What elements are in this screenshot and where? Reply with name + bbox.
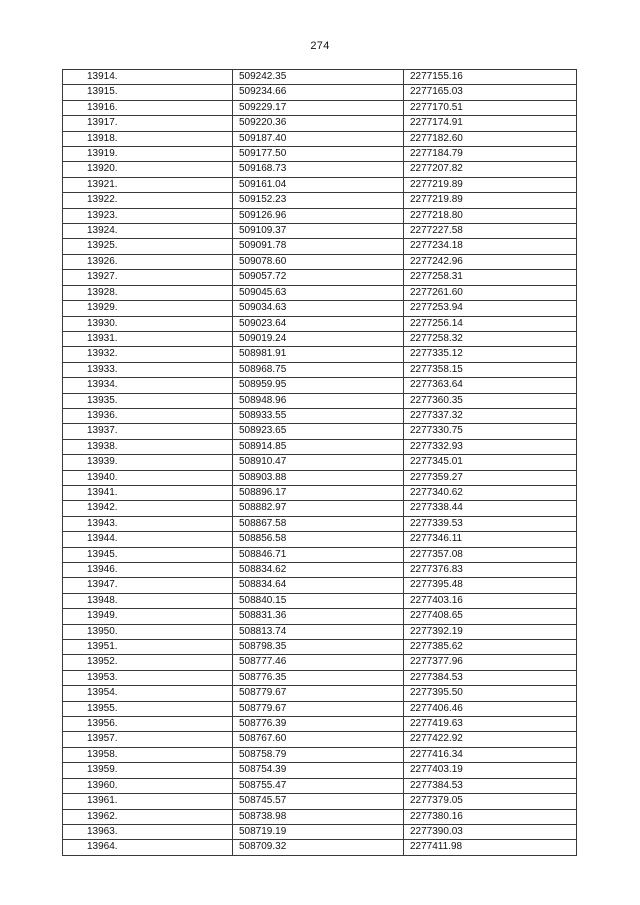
point-number-cell: 13964. [63,840,233,855]
y-coordinate-cell: 2277385.62 [404,640,577,655]
table-row [63,70,577,85]
table-row [63,824,577,839]
x-coordinate-cell: 509234.66 [233,85,404,100]
x-coordinate-cell: 509019.24 [233,331,404,346]
table-row [63,547,577,562]
y-coordinate-cell: 2277363.64 [404,378,577,393]
x-coordinate-cell: 509220.36 [233,116,404,131]
y-coordinate-cell: 2277376.83 [404,563,577,578]
y-coordinate-cell: 2277184.79 [404,147,577,162]
point-number-cell: 13925. [63,239,233,254]
y-coordinate-cell: 2277346.11 [404,532,577,547]
table-row [63,208,577,223]
table-row [63,408,577,423]
table-row [63,778,577,793]
y-coordinate-cell: 2277165.03 [404,85,577,100]
point-number-cell: 13942. [63,501,233,516]
y-coordinate-cell: 2277403.19 [404,763,577,778]
table-row [63,670,577,685]
x-coordinate-cell: 508709.32 [233,840,404,855]
x-coordinate-cell: 508758.79 [233,747,404,762]
y-coordinate-cell: 2277258.32 [404,331,577,346]
point-number-cell: 13931. [63,331,233,346]
y-coordinate-cell: 2277358.15 [404,362,577,377]
x-coordinate-cell: 508840.15 [233,593,404,608]
x-coordinate-cell: 508867.58 [233,516,404,531]
x-coordinate-cell: 509229.17 [233,100,404,115]
table-row [63,177,577,192]
x-coordinate-cell: 508738.98 [233,809,404,824]
y-coordinate-cell: 2277338.44 [404,501,577,516]
y-coordinate-cell: 2277390.03 [404,824,577,839]
table-row [63,362,577,377]
y-coordinate-cell: 2277227.58 [404,224,577,239]
x-coordinate-cell: 508834.62 [233,563,404,578]
x-coordinate-cell: 508831.36 [233,609,404,624]
x-coordinate-cell: 508755.47 [233,778,404,793]
table-row [63,747,577,762]
y-coordinate-cell: 2277411.98 [404,840,577,855]
x-coordinate-cell: 509161.04 [233,177,404,192]
point-number-cell: 13945. [63,547,233,562]
point-number-cell: 13917. [63,116,233,131]
table-row [63,347,577,362]
table-row [63,285,577,300]
y-coordinate-cell: 2277360.35 [404,393,577,408]
table-row [63,455,577,470]
y-coordinate-cell: 2277345.01 [404,455,577,470]
table-row [63,270,577,285]
table-row [63,239,577,254]
y-coordinate-cell: 2277155.16 [404,70,577,85]
point-number-cell: 13952. [63,655,233,670]
x-coordinate-cell: 508834.64 [233,578,404,593]
point-number-cell: 13937. [63,424,233,439]
y-coordinate-cell: 2277395.48 [404,578,577,593]
point-number-cell: 13934. [63,378,233,393]
point-number-cell: 13916. [63,100,233,115]
y-coordinate-cell: 2277416.34 [404,747,577,762]
point-number-cell: 13954. [63,686,233,701]
point-number-cell: 13950. [63,624,233,639]
point-number-cell: 13948. [63,593,233,608]
page-number: 274 [310,40,330,52]
x-coordinate-cell: 508754.39 [233,763,404,778]
point-number-cell: 13922. [63,193,233,208]
y-coordinate-cell: 2277339.53 [404,516,577,531]
point-number-cell: 13946. [63,563,233,578]
point-number-cell: 13947. [63,578,233,593]
x-coordinate-cell: 509045.63 [233,285,404,300]
point-number-cell: 13941. [63,485,233,500]
x-coordinate-cell: 508776.39 [233,717,404,732]
table-row [63,701,577,716]
x-coordinate-cell: 509091.78 [233,239,404,254]
table-row [63,717,577,732]
x-coordinate-cell: 509109.37 [233,224,404,239]
table-row [63,593,577,608]
x-coordinate-cell: 508914.85 [233,439,404,454]
y-coordinate-cell: 2277242.96 [404,254,577,269]
x-coordinate-cell: 508779.67 [233,686,404,701]
x-coordinate-cell: 508856.58 [233,532,404,547]
table-row [63,131,577,146]
point-number-cell: 13932. [63,347,233,362]
x-coordinate-cell: 509168.73 [233,162,404,177]
y-coordinate-cell: 2277219.89 [404,177,577,192]
x-coordinate-cell: 508903.88 [233,470,404,485]
table-row [63,116,577,131]
table-row [63,301,577,316]
point-number-cell: 13914. [63,70,233,85]
point-number-cell: 13927. [63,270,233,285]
point-number-cell: 13939. [63,455,233,470]
point-number-cell: 13956. [63,717,233,732]
table-row [63,532,577,547]
point-number-cell: 13920. [63,162,233,177]
x-coordinate-cell: 508776.35 [233,670,404,685]
y-coordinate-cell: 2277380.16 [404,809,577,824]
y-coordinate-cell: 2277207.82 [404,162,577,177]
table-row [63,563,577,578]
table-row [63,331,577,346]
x-coordinate-cell: 508933.55 [233,408,404,423]
table-row [63,794,577,809]
table-row [63,578,577,593]
y-coordinate-cell: 2277392.19 [404,624,577,639]
table-row [63,763,577,778]
point-number-cell: 13960. [63,778,233,793]
coordinates-table [62,69,577,856]
point-number-cell: 13962. [63,809,233,824]
y-coordinate-cell: 2277335.12 [404,347,577,362]
table-row [63,732,577,747]
table-row [63,485,577,500]
point-number-cell: 13921. [63,177,233,192]
x-coordinate-cell: 509242.35 [233,70,404,85]
point-number-cell: 13918. [63,131,233,146]
y-coordinate-cell: 2277170.51 [404,100,577,115]
y-coordinate-cell: 2277408.65 [404,609,577,624]
x-coordinate-cell: 508767.60 [233,732,404,747]
y-coordinate-cell: 2277253.94 [404,301,577,316]
point-number-cell: 13926. [63,254,233,269]
table-row [63,609,577,624]
point-number-cell: 13940. [63,470,233,485]
table-row [63,224,577,239]
coordinates-table-body [63,70,577,856]
table-row [63,686,577,701]
point-number-cell: 13958. [63,747,233,762]
table-row [63,147,577,162]
x-coordinate-cell: 508719.19 [233,824,404,839]
y-coordinate-cell: 2277422.92 [404,732,577,747]
y-coordinate-cell: 2277419.63 [404,717,577,732]
y-coordinate-cell: 2277261.60 [404,285,577,300]
y-coordinate-cell: 2277218.80 [404,208,577,223]
x-coordinate-cell: 508910.47 [233,455,404,470]
point-number-cell: 13924. [63,224,233,239]
point-number-cell: 13933. [63,362,233,377]
x-coordinate-cell: 509057.72 [233,270,404,285]
point-number-cell: 13961. [63,794,233,809]
point-number-cell: 13955. [63,701,233,716]
y-coordinate-cell: 2277337.32 [404,408,577,423]
table-row [63,439,577,454]
table-row [63,100,577,115]
x-coordinate-cell: 509187.40 [233,131,404,146]
y-coordinate-cell: 2277332.93 [404,439,577,454]
y-coordinate-cell: 2277377.96 [404,655,577,670]
table-row [63,316,577,331]
table-row [63,470,577,485]
table-row [63,393,577,408]
x-coordinate-cell: 508779.67 [233,701,404,716]
y-coordinate-cell: 2277174.91 [404,116,577,131]
y-coordinate-cell: 2277357.08 [404,547,577,562]
x-coordinate-cell: 509152.23 [233,193,404,208]
table-row [63,378,577,393]
x-coordinate-cell: 508981.91 [233,347,404,362]
x-coordinate-cell: 508846.71 [233,547,404,562]
point-number-cell: 13944. [63,532,233,547]
x-coordinate-cell: 508948.96 [233,393,404,408]
table-row [63,809,577,824]
point-number-cell: 13951. [63,640,233,655]
x-coordinate-cell: 508968.75 [233,362,404,377]
point-number-cell: 13923. [63,208,233,223]
x-coordinate-cell: 508798.35 [233,640,404,655]
x-coordinate-cell: 509078.60 [233,254,404,269]
table-row [63,840,577,855]
table-row [63,655,577,670]
x-coordinate-cell: 508882.97 [233,501,404,516]
y-coordinate-cell: 2277359.27 [404,470,577,485]
y-coordinate-cell: 2277258.31 [404,270,577,285]
y-coordinate-cell: 2277219.89 [404,193,577,208]
table-row [63,501,577,516]
x-coordinate-cell: 509126.96 [233,208,404,223]
point-number-cell: 13929. [63,301,233,316]
table-row [63,254,577,269]
point-number-cell: 13949. [63,609,233,624]
x-coordinate-cell: 509034.63 [233,301,404,316]
x-coordinate-cell: 508777.46 [233,655,404,670]
table-row [63,624,577,639]
x-coordinate-cell: 509177.50 [233,147,404,162]
y-coordinate-cell: 2277384.53 [404,778,577,793]
x-coordinate-cell: 508923.65 [233,424,404,439]
x-coordinate-cell: 509023.64 [233,316,404,331]
table-row [63,640,577,655]
y-coordinate-cell: 2277403.16 [404,593,577,608]
point-number-cell: 13919. [63,147,233,162]
table-row [63,193,577,208]
point-number-cell: 13936. [63,408,233,423]
y-coordinate-cell: 2277330.75 [404,424,577,439]
point-number-cell: 13957. [63,732,233,747]
y-coordinate-cell: 2277256.14 [404,316,577,331]
y-coordinate-cell: 2277234.18 [404,239,577,254]
x-coordinate-cell: 508896.17 [233,485,404,500]
point-number-cell: 13930. [63,316,233,331]
x-coordinate-cell: 508959.95 [233,378,404,393]
point-number-cell: 13915. [63,85,233,100]
y-coordinate-cell: 2277395.50 [404,686,577,701]
x-coordinate-cell: 508813.74 [233,624,404,639]
point-number-cell: 13959. [63,763,233,778]
point-number-cell: 13963. [63,824,233,839]
table-row [63,162,577,177]
y-coordinate-cell: 2277182.60 [404,131,577,146]
y-coordinate-cell: 2277340.62 [404,485,577,500]
table-row [63,516,577,531]
x-coordinate-cell: 508745.57 [233,794,404,809]
table-row [63,424,577,439]
y-coordinate-cell: 2277379.05 [404,794,577,809]
y-coordinate-cell: 2277406.46 [404,701,577,716]
point-number-cell: 13928. [63,285,233,300]
point-number-cell: 13943. [63,516,233,531]
table-row [63,85,577,100]
point-number-cell: 13953. [63,670,233,685]
point-number-cell: 13935. [63,393,233,408]
y-coordinate-cell: 2277384.53 [404,670,577,685]
point-number-cell: 13938. [63,439,233,454]
